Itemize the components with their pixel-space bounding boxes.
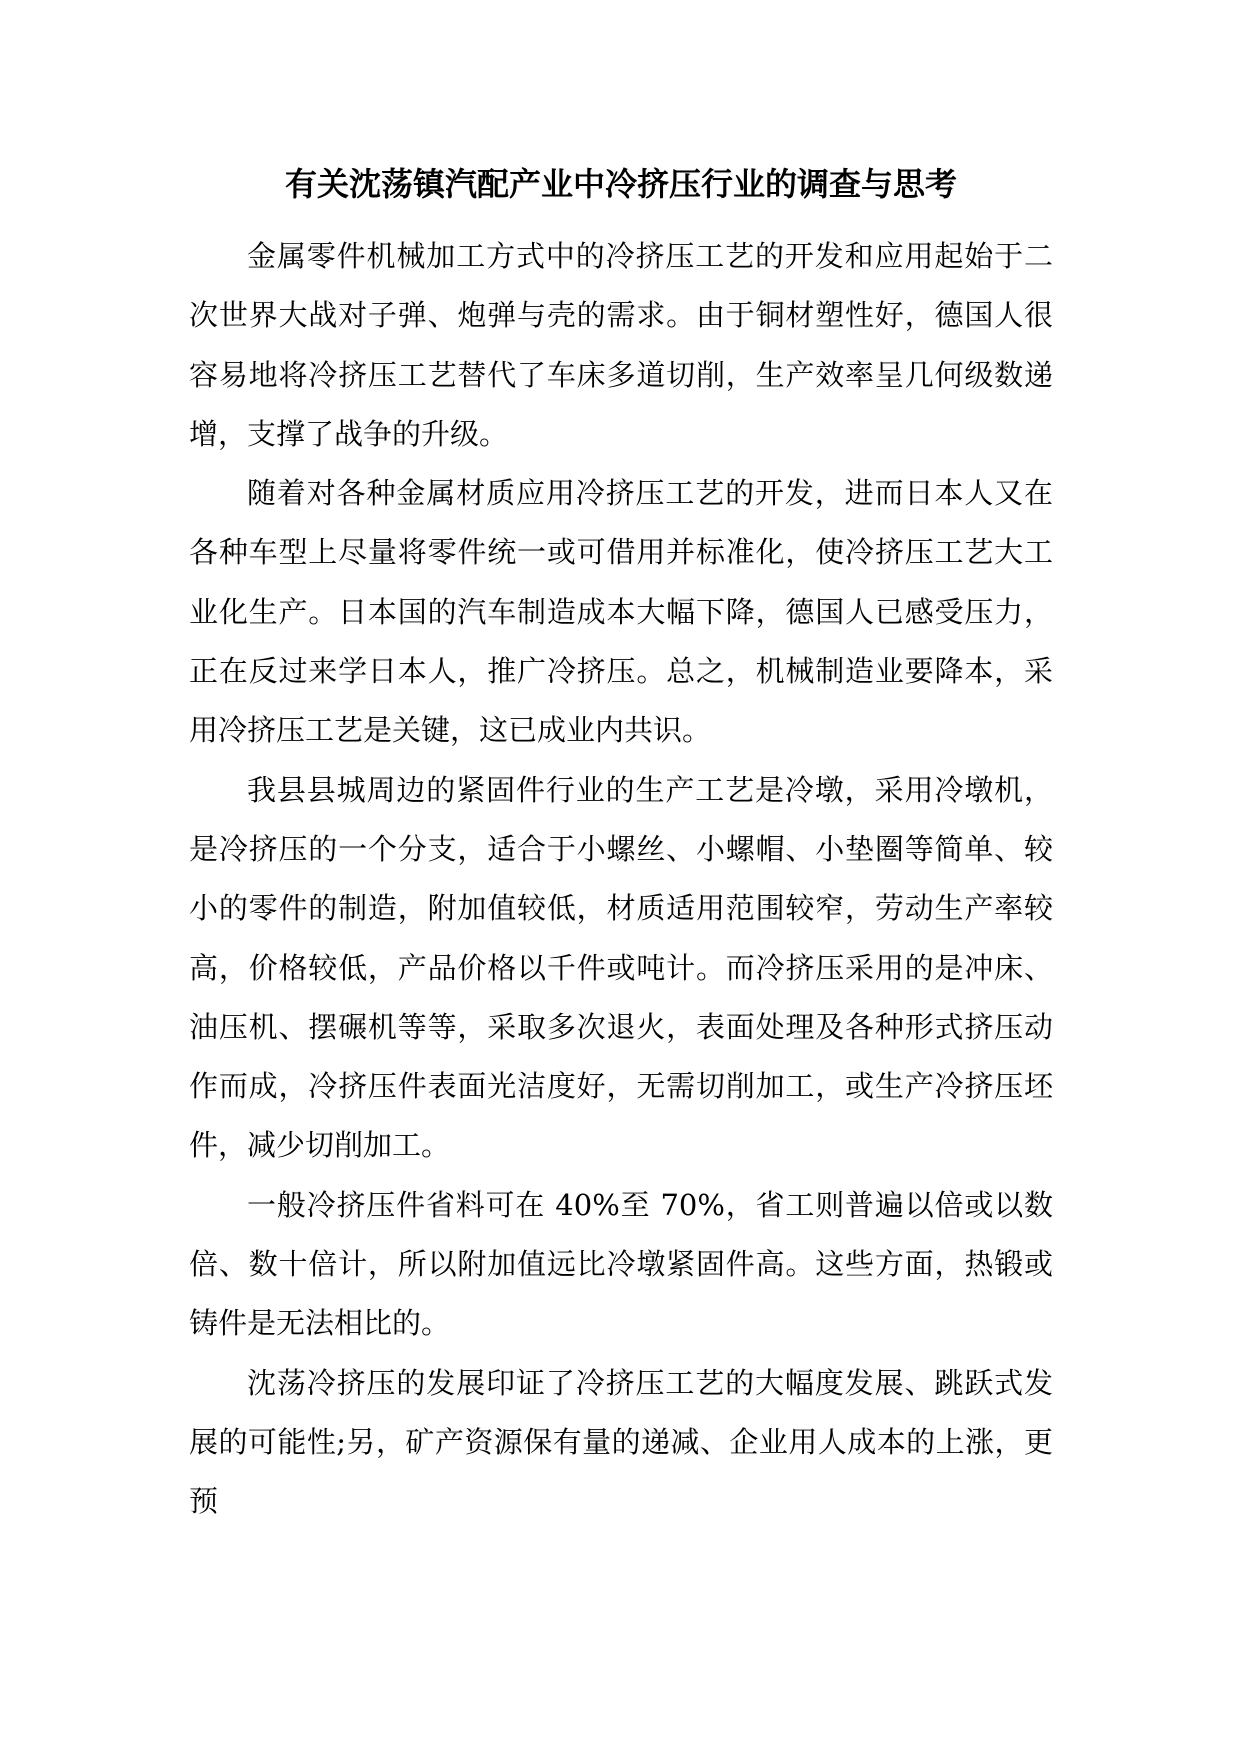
paragraph: 金属零件机械加工方式中的冷挤压工艺的开发和应用起始于二次世界大战对子弹、炮弹与壳的需求。由于铜材塑性好，德国人很容易地将冷挤压工艺替代了车床多道切削，生产效率呈几何级数递增，支撑了战争的升级。 (189, 239, 1053, 451)
document-title: 有关沈荡镇汽配产业中冷挤压行业的调查与思考 (284, 165, 957, 203)
paragraph: 一般冷挤压件省料可在 40%至 70%，省工则普遍以倍或以数倍、数十倍计，所以附加值远比冷墩紧固件高。这些方面，热锻或铸件是无法相比的。 (189, 1187, 1053, 1341)
paragraph: 沈荡冷挤压的发展印证了冷挤压工艺的大幅度发展、跳跃式发展的可能性;另，矿产资源保有量的递减、企业用人成本的上涨，更预 (189, 1365, 1053, 1519)
paragraph: 我县县城周边的紧固件行业的生产工艺是冷墩，采用冷墩机，是冷挤压的一个分支，适合于小螺丝、小螺帽、小垫圈等简单、较小的零件的制造，附加值较低，材质适用范围较窄，劳动生产率较高，价格较低，产品价格以千件或吨计。而冷挤压采用的是冲床、油压机、摆碾机等等，采取多次退火，表面处理及各种形式挤压动作而成，冷挤压件表面光洁度好，无需切削加工，或生产冷挤压坯件，减少切削加工。 (189, 772, 1053, 1163)
document-body (189, 227, 1053, 1532)
paragraph: 随着对各种金属材质应用冷挤压工艺的开发，进而日本人又在各种车型上尽量将零件统一或可借用并标准化，使冷挤压工艺大工业化生产。日本国的汽车制造成本大幅下降，德国人已感受压力，正在反过来学日本人，推广冷挤压。总之，机械制造业要降本，采用冷挤压工艺是关键，这已成业内共识。 (189, 476, 1053, 748)
